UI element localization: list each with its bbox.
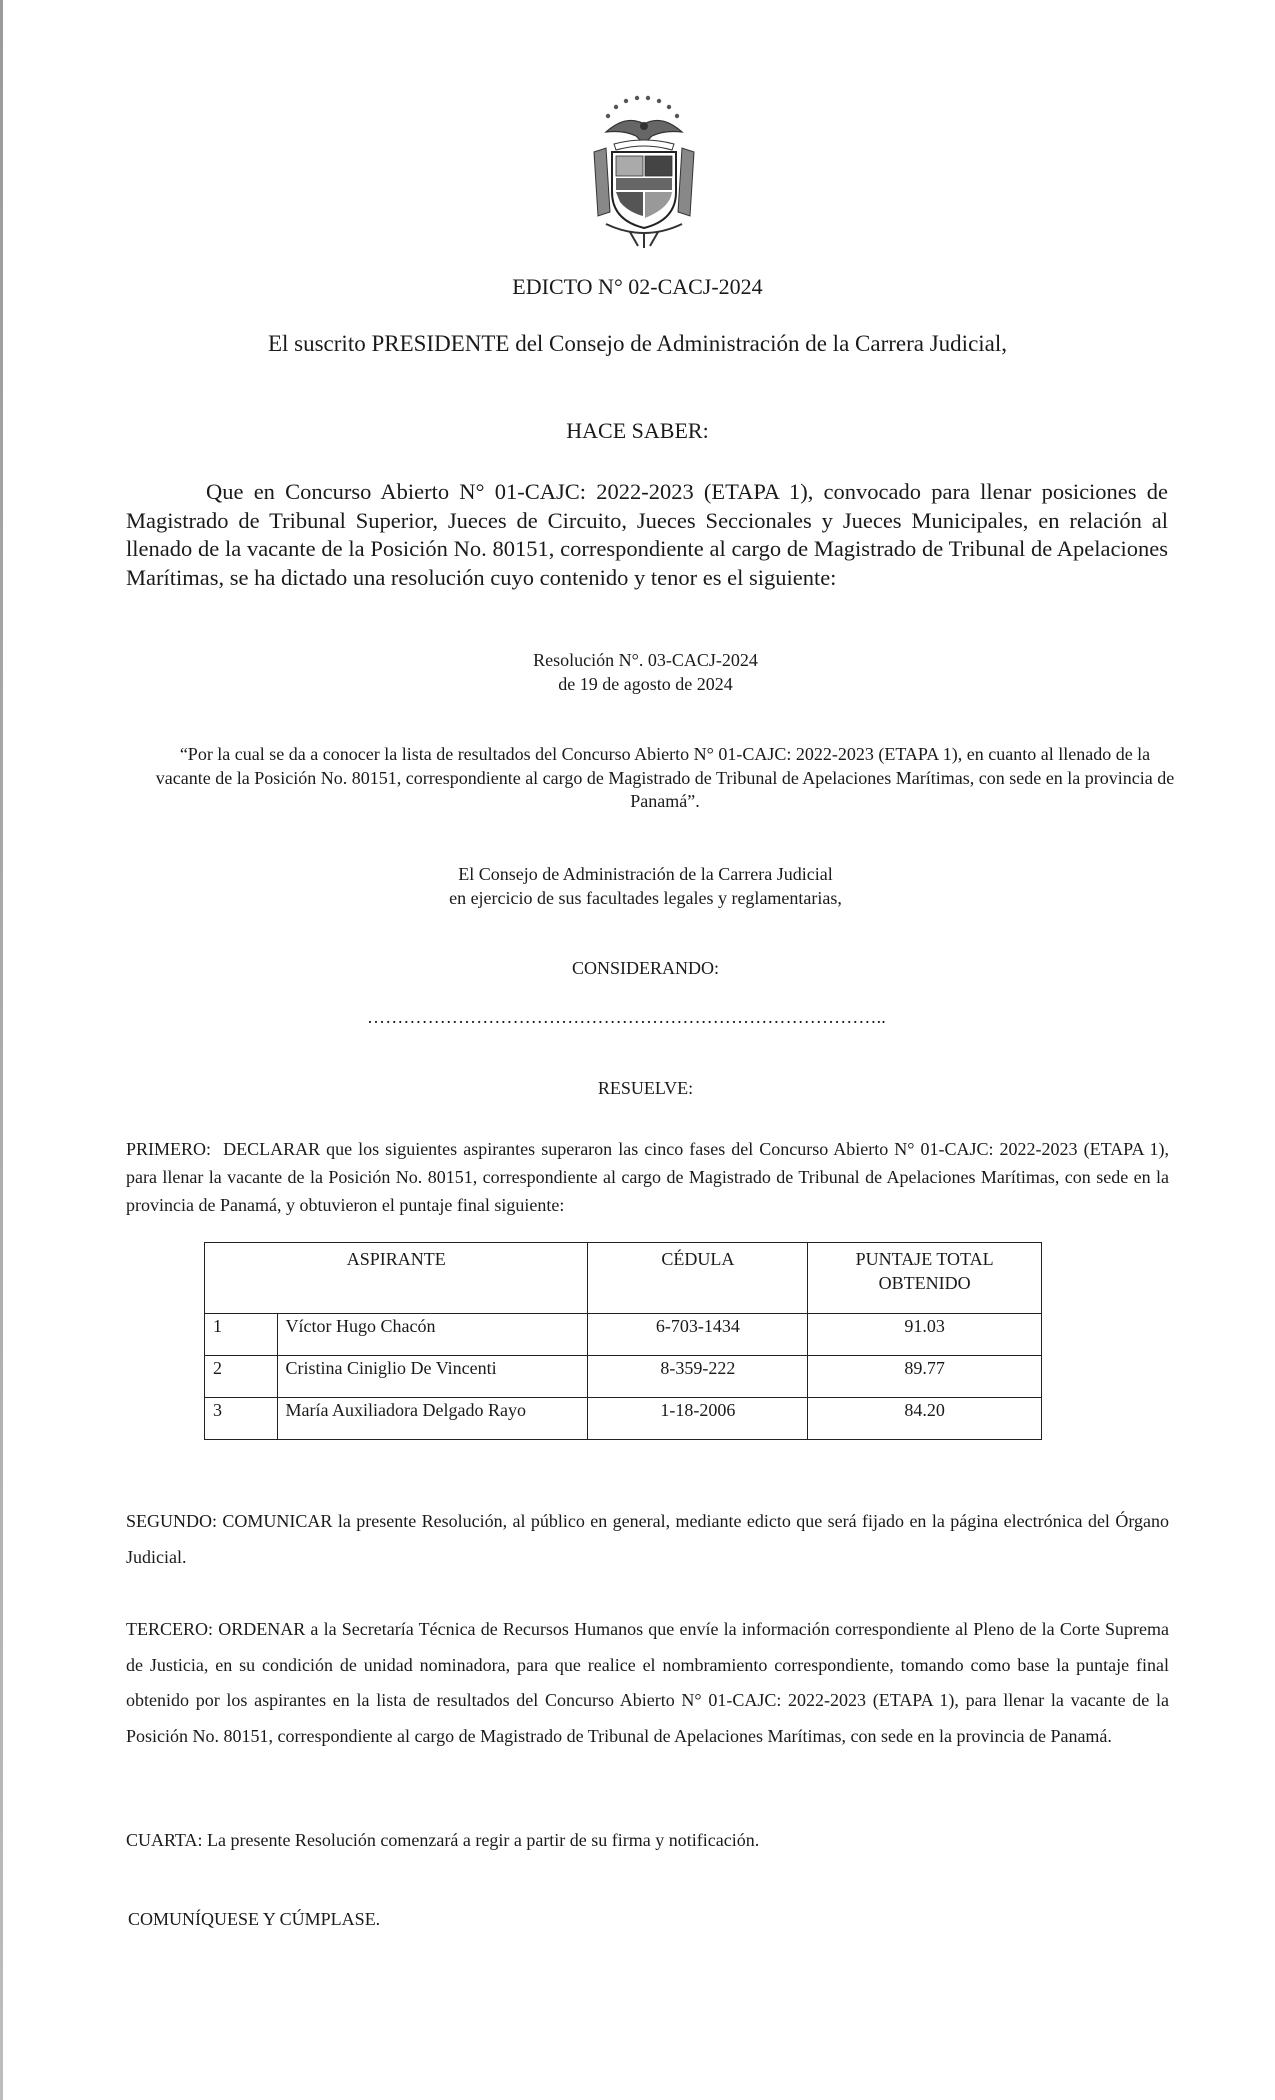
cuarta-text: La presente Resolución comenzará a regir a partir de su firma y notificación. (202, 1830, 760, 1850)
primero-paragraph (126, 1135, 1169, 1219)
resolucion-date: de 19 de agosto de 2024 (558, 674, 733, 694)
row-puntaje: 91.03 (808, 1314, 1042, 1356)
edicto-title: EDICTO N° 02-CACJ-2024 (512, 274, 763, 299)
resolucion-number-block (0, 648, 1275, 696)
row-name: Cristina Ciniglio De Vincenti (277, 1356, 588, 1398)
segundo-text: la presente Resolución, al público en general, mediante edicto que será fijado en la página electrónica del Órgano Judicial. (126, 1511, 1169, 1567)
header-cedula: CÉDULA (588, 1243, 808, 1314)
tercero-paragraph (126, 1612, 1169, 1754)
segundo-verb: COMUNICAR (222, 1511, 333, 1531)
row-name: Víctor Hugo Chacón (277, 1314, 588, 1356)
row-puntaje: 84.20 (808, 1398, 1042, 1440)
consejo-line-1: El Consejo de Administración de la Carrera Judicial (458, 864, 833, 884)
segundo-label: SEGUNDO: (126, 1511, 218, 1531)
resolucion-number: Resolución N°. 03-CACJ-2024 (533, 650, 758, 670)
row-name: María Auxiliadora Delgado Rayo (277, 1398, 588, 1440)
table-header-row (205, 1243, 1042, 1314)
consejo-block (0, 862, 1275, 910)
edicto-subtitle: El suscrito PRESIDENTE del Consejo de Administración de la Carrera Judicial, (267, 331, 1008, 356)
row-puntaje: 89.77 (808, 1356, 1042, 1398)
row-number: 3 (205, 1398, 278, 1440)
closing-statement: COMUNÍQUESE Y CÚMPLASE. (128, 1909, 381, 1929)
results-table (204, 1242, 1042, 1440)
cuarta-paragraph (126, 1826, 1169, 1854)
row-cedula: 8-359-222 (588, 1356, 808, 1398)
scan-edge (0, 0, 3, 2100)
cuarta-label: CUARTA: (126, 1830, 203, 1850)
row-cedula: 6-703-1434 (588, 1314, 808, 1356)
considerando-ellipsis: ………………………………………………………………………….. (367, 1007, 886, 1027)
resuelve-heading: RESUELVE: (597, 1078, 694, 1098)
primero-label: PRIMERO: (126, 1139, 212, 1159)
table-row (205, 1356, 1042, 1398)
intro-paragraph: Que en Concurso Abierto N° 01-CAJC: 2022-2023 (ETAPA 1), convocado para llenar posiciones de Magistrado de Tribunal Superior, Jueces de Circuito, Jueces Seccionales y Jueces Municipales, en relación al llenado de la vacante de la Posición No. 80151, correspondiente al cargo de Magistrado de Tribunal de Apelaciones Marítimas, se ha dictado una resolución cuyo contenido y tenor es el siguiente: (126, 479, 1168, 591)
tercero-label: TERCERO: (126, 1619, 214, 1639)
considerando-heading: CONSIDERANDO: (571, 958, 719, 978)
hace-saber-heading: HACE SABER: (566, 418, 709, 443)
tercero-verb: ORDENAR (218, 1619, 306, 1639)
resolucion-title: “Por la cual se da a conocer la lista de resultados del Concurso Abierto N° 01-CAJC: 2022-2023 (ETAPA 1), en cuanto al llenado de la vacante de la Posición No. 80151, correspondiente al cargo de Magistrado de Tribunal de Apelaciones Marítimas, con sede en la provincia de Panamá”. (155, 744, 1175, 811)
primero-verb: DECLARAR (223, 1139, 321, 1159)
row-number: 1 (205, 1314, 278, 1356)
header-puntaje: PUNTAJE TOTAL OBTENIDO (808, 1243, 1042, 1314)
table-row (205, 1314, 1042, 1356)
primero-text: que los siguientes aspirantes superaron las cinco fases del Concurso Abierto N° 01-CAJC: 2022-2023 (ETAPA 1), para llenar la vacante de la Posición No. 80151, correspondiente al cargo de Magistrado de Tribunal de Apelaciones Marítimas, con sede en la provincia de Panamá, y obtuvieron el puntaje final siguiente: (126, 1139, 1170, 1215)
consejo-line-2: en ejercicio de sus facultades legales y reglamentarias, (449, 888, 842, 908)
segundo-paragraph (126, 1503, 1169, 1575)
table-row (205, 1398, 1042, 1440)
row-number: 2 (205, 1356, 278, 1398)
row-cedula: 1-18-2006 (588, 1398, 808, 1440)
coat-of-arms-seal (586, 92, 702, 248)
header-aspirante: ASPIRANTE (205, 1243, 588, 1314)
tercero-text: a la Secretaría Técnica de Recursos Humanos que envíe la información correspondiente al Pleno de la Corte Suprema de Justicia, en su condición de unidad nominadora, para que realice el nombramiento correspondiente, tomando como base la puntaje final obtenido por los aspirantes en la lista de resultados del Concurso Abierto N° 01-CAJC: 2022-2023 (ETAPA 1), para llenar la vacante de la Posición No. 80151, correspondiente al cargo de Magistrado de Tribunal de Apelaciones Marítimas, con sede en la provincia de Panamá. (126, 1619, 1170, 1746)
